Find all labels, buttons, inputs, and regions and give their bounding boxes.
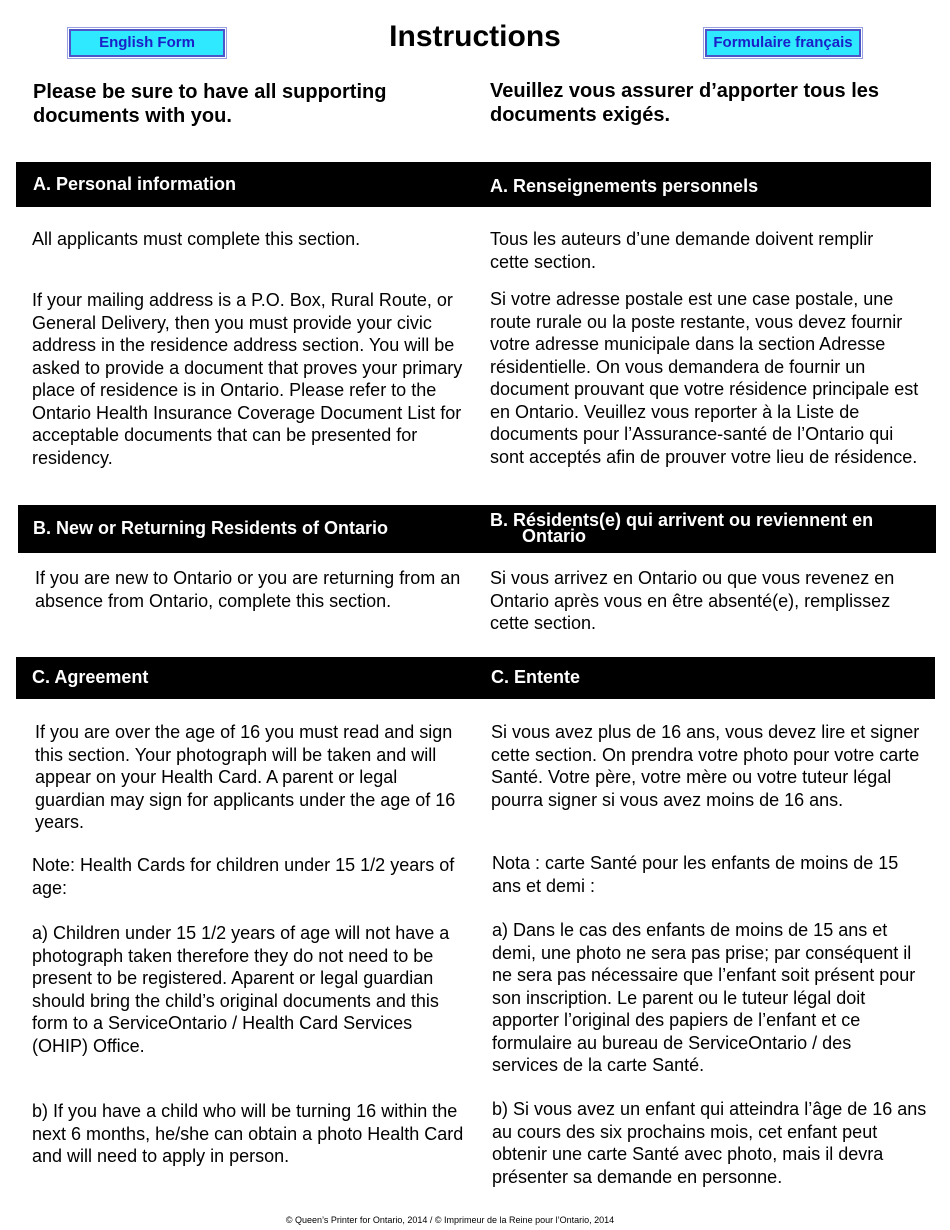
section-a-heading-english: A. Personal information [33,174,237,194]
section-c-heading-english: C. Agreement [32,667,149,687]
copyright-footer: © Queen’s Printer for Ontario, 2014 / © Imprimeur de la Reine pour l’Ontario, 2014 [285,1215,615,1225]
section-b-header-bar [18,505,936,553]
section-c-a-french: a) Dans le cas des enfants de moins de 15 ans et demi, une photo ne sera pas prise; par conséquent il ne sera pas nécessaire que l’enfant soit présent pour son inscription. Le parent ou le tuteur légal doit apporter l’original des papiers de l’enfant et ce formulaire au bureau de ServiceOntario / des services de la carte Santé. [492,920,916,1075]
section-b-p1-english: If you are new to Ontario or you are returning from an absence from Ontario, complete this section. [35,568,461,611]
section-c-note-french: Nota : carte Santé pour les enfants de moins de 15 ans et demi : [492,853,899,896]
section-b-heading-english: B. New or Returning Residents of Ontario [33,518,389,538]
section-c-p1-english: If you are over the age of 16 you must read and sign this section. Your photograph will be taken and will appear on your Health Card. A parent or legal guardian may sign for applicants under the age of 16 years. [35,722,456,832]
section-a-p1-english: All applicants must complete this section. [32,229,361,249]
french-form-button[interactable]: Formulaire français [705,29,861,57]
section-b-p1-french: Si vous arrivez en Ontario ou que vous revenez en Ontario après vous en être absenté(e), remplissez cette section. [490,568,895,633]
section-b-heading-french-line2: Ontario [522,526,587,546]
section-c-b-french: b) Si vous avez un enfant qui atteindra l’âge de 16 ans au cours des six prochains mois, cet enfant peut obtenir une carte Santé avec photo, mais il devra présenter sa demande en personne. [492,1099,927,1187]
section-c-b-english: b) If you have a child who will be turning 16 within the next 6 months, he/she can obtain a photo Health Card and will need to apply in person. [32,1101,464,1166]
section-b-heading-french-line1: B. Résidents(e) qui arrivent ou reviennent en [490,510,874,530]
intro-french: Veuillez vous assurer d’apporter tous les documents exigés. [490,80,880,126]
section-a-p2-french: Si votre adresse postale est une case postale, une route rurale ou la poste restante, vous devez fournir votre adresse municipale dans la section Adresse résidentielle. On vous demandera de fournir un document prouvant que votre résidence principale est en Ontario. Veuillez vous reporter à la Liste de documents pour l’Assurance-santé de l’Ontario qui sont acceptés afin de prouver votre lieu de résidence. [490,289,919,467]
section-c-heading-french: C. Entente [491,667,581,687]
section-c-p1-french: Si vous avez plus de 16 ans, vous devez lire et signer cette section. On prendra votre photo pour votre carte Santé. Votre père, votre mère ou votre tuteur légal pourra signer si vous avez moins de 16 ans. [491,722,920,810]
section-a-heading-french: A. Renseignements personnels [490,176,759,196]
section-a-p1-french: Tous les auteurs d’une demande doivent remplir cette section. [490,229,874,272]
section-c-a-english: a) Children under 15 1/2 years of age will not have a photograph taken therefore they do not need to be present to be registered. Aparent or legal guardian should bring the child’s original documents and this form to a ServiceOntario / Health Card Services (OHIP) Office. [32,923,450,1056]
section-c-note-english: Note: Health Cards for children under 15 1/2 years of age: [32,855,455,898]
section-c-header-bar [16,657,935,699]
page-title: Instructions [389,20,561,53]
section-a-header-bar [16,162,931,207]
section-a-p2-english: If your mailing address is a P.O. Box, Rural Route, or General Delivery, then you must provide your civic address in the residence address section. You will be asked to provide a document that proves your primary place of residence is in Ontario. Please refer to the Ontario Health Insurance Coverage Document List for acceptable documents that can be presented for residency. [32,290,463,468]
intro-english: Please be sure to have all supporting documents with you. [33,81,387,127]
english-form-button[interactable]: English Form [69,29,225,57]
